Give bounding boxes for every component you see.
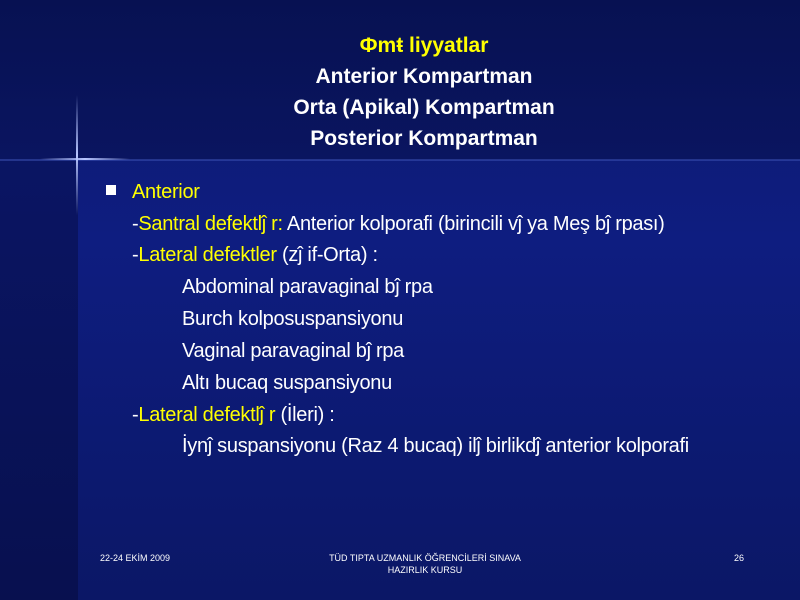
santral-text: Anterior kolporafi (birincili vĵ ya Meş bĵ rpası): [282, 213, 665, 235]
title-line-anterior: Anterior Kompartman: [315, 65, 533, 88]
title-line-orta: Orta (Apikal) Kompartman: [293, 96, 555, 119]
lateral-line: [100, 239, 760, 271]
left-band: [0, 160, 78, 600]
list-item: Burch kolposuspansiyonu: [182, 308, 404, 330]
lateral2-line: [100, 399, 760, 431]
slide-content: [100, 176, 760, 459]
footer-center-line1: TÜD TIPTA UZMANLIK ÖĞRENCİLERİ SINAVA: [329, 553, 521, 563]
footer-page-number: 26: [734, 553, 745, 563]
lateral-label: Lateral defektler: [138, 244, 277, 266]
lateral2-label: Lateral defektlĵ r: [138, 404, 276, 426]
list-item: Altı bucaq suspansiyonu: [182, 372, 392, 394]
sparkle-horizontal: [40, 158, 130, 160]
footer-center: [310, 552, 540, 576]
list-item: Abdominal paravaginal bĵ rpa: [182, 276, 433, 298]
santral-label: Santral defektlĵ r:: [138, 213, 283, 235]
footer-center-line2: HAZIRLIK KURSU: [387, 565, 463, 575]
lateral2-text: (İleri) :: [275, 404, 335, 426]
sparkle-vertical: [76, 95, 78, 215]
title-main: Фmŧ liyyatlar: [359, 34, 489, 57]
santral-dash: -: [132, 213, 139, 235]
footer-date: 22-24 EKİM 2009: [100, 553, 171, 563]
square-bullet-icon: [106, 185, 116, 195]
final-text: İynĵ suspansiyonu (Raz 4 bucaq) ilĵ birlikdĵ anterior kolporafi: [182, 435, 689, 457]
lateral2-dash: -: [132, 404, 139, 426]
list-item: Vaginal paravaginal bĵ rpa: [182, 340, 404, 362]
final-line: [100, 434, 760, 459]
lateral-text: (zĵ if-Orta) :: [276, 244, 378, 266]
slide-title: [150, 30, 698, 154]
santral-line: [100, 212, 760, 237]
title-line-posterior: Posterior Kompartman: [310, 127, 538, 150]
lateral-dash: -: [132, 244, 139, 266]
bullet-item: [100, 176, 760, 208]
bullet-label: Anterior: [132, 181, 200, 203]
